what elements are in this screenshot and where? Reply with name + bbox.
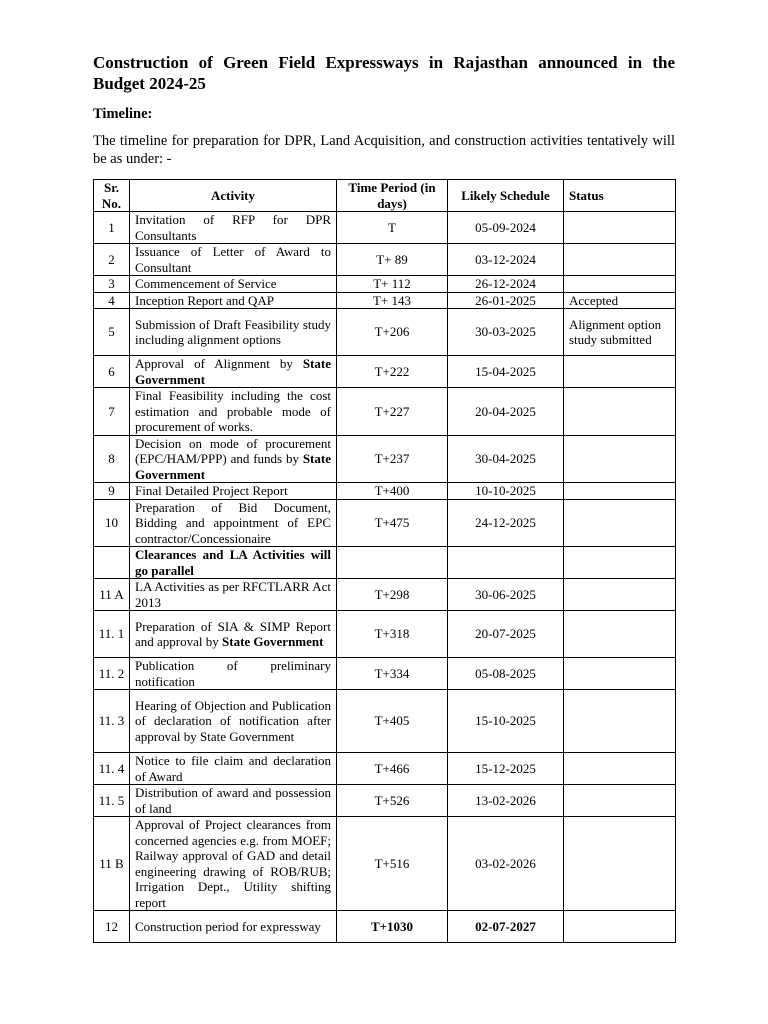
table-row — [94, 658, 676, 690]
activity-bold-text: State Government — [135, 451, 331, 482]
table-row — [94, 356, 676, 388]
cell-sr-no: 7 — [94, 388, 130, 436]
cell-sr-no: 2 — [94, 244, 130, 276]
cell-activity — [130, 309, 337, 356]
cell-status — [564, 911, 676, 943]
cell-likely-schedule: 26-12-2024 — [448, 276, 564, 293]
cell-sr-no: 4 — [94, 292, 130, 309]
table-row — [94, 499, 676, 547]
cell-status: Accepted — [564, 292, 676, 309]
cell-activity — [130, 817, 337, 911]
cell-sr-no: 11. 3 — [94, 690, 130, 753]
activity-text: Preparation of SIA & SIMP Report and approval by — [135, 618, 331, 649]
cell-sr-no: 10 — [94, 499, 130, 547]
cell-sr-no — [94, 547, 130, 579]
cell-status — [564, 817, 676, 911]
table-row — [94, 579, 676, 611]
cell-activity — [130, 579, 337, 611]
cell-status — [564, 499, 676, 547]
cell-status — [564, 690, 676, 753]
cell-time-period: T+516 — [337, 817, 448, 911]
activity-text: Construction period for expressway — [135, 918, 321, 934]
cell-likely-schedule: 10-10-2025 — [448, 483, 564, 500]
activity-text: Final Detailed Project Report — [135, 483, 288, 498]
table-row — [94, 911, 676, 943]
cell-activity — [130, 547, 337, 579]
cell-status — [564, 244, 676, 276]
activity-text: Approval of Alignment by — [135, 356, 293, 371]
activity-text: Submission of Draft Feasibility study including alignment options — [135, 316, 331, 347]
activity-text: Issuance of Letter of Award to Consultant — [135, 244, 331, 275]
cell-sr-no: 11 A — [94, 579, 130, 611]
cell-likely-schedule: 30-03-2025 — [448, 309, 564, 356]
header-status: Status — [564, 180, 676, 212]
cell-likely-schedule: 15-04-2025 — [448, 356, 564, 388]
cell-sr-no: 1 — [94, 212, 130, 244]
cell-sr-no: 11. 4 — [94, 753, 130, 785]
cell-likely-schedule: 02-07-2027 — [448, 911, 564, 943]
header-likely-schedule: Likely Schedule — [448, 180, 564, 212]
cell-activity — [130, 911, 337, 943]
table-row — [94, 753, 676, 785]
cell-activity — [130, 292, 337, 309]
activity-text: LA Activities as per RFCTLARR Act 2013 — [135, 579, 331, 610]
header-activity: Activity — [130, 180, 337, 212]
cell-likely-schedule — [448, 547, 564, 579]
cell-status — [564, 547, 676, 579]
table-header-row — [94, 180, 676, 212]
cell-status — [564, 658, 676, 690]
cell-activity — [130, 356, 337, 388]
cell-sr-no: 9 — [94, 483, 130, 500]
cell-activity — [130, 244, 337, 276]
activity-text: Commencement of Service — [135, 276, 277, 291]
cell-time-period: T+466 — [337, 753, 448, 785]
cell-sr-no: 11. 1 — [94, 611, 130, 658]
cell-time-period: T+206 — [337, 309, 448, 356]
activity-bold-text: Clearances and LA Activities will go parallel — [135, 547, 331, 578]
cell-likely-schedule: 13-02-2026 — [448, 785, 564, 817]
activity-text: Preparation of Bid Document, Bidding and appointment of EPC contractor/Concessionaire — [135, 499, 331, 546]
cell-activity — [130, 435, 337, 483]
cell-activity — [130, 658, 337, 690]
cell-time-period: T+227 — [337, 388, 448, 436]
cell-status — [564, 356, 676, 388]
table-row — [94, 212, 676, 244]
cell-time-period: T+475 — [337, 499, 448, 547]
table-row — [94, 276, 676, 293]
cell-time-period: T+1030 — [337, 911, 448, 943]
header-time-period: Time Period (in days) — [337, 180, 448, 212]
cell-likely-schedule: 15-12-2025 — [448, 753, 564, 785]
cell-sr-no: 6 — [94, 356, 130, 388]
cell-status — [564, 212, 676, 244]
cell-status — [564, 483, 676, 500]
cell-time-period: T+ 89 — [337, 244, 448, 276]
table-row — [94, 483, 676, 500]
table-row — [94, 309, 676, 356]
table-row — [94, 611, 676, 658]
timeline-table — [93, 179, 676, 943]
cell-status — [564, 785, 676, 817]
table-row — [94, 785, 676, 817]
activity-text: Final Feasibility including the cost estimation and probable mode of procurement of works. — [135, 388, 331, 434]
activity-bold-text: State Government — [135, 356, 331, 387]
activity-text: Invitation of RFP for DPR Consultants — [135, 212, 331, 243]
cell-likely-schedule: 24-12-2025 — [448, 499, 564, 547]
cell-time-period: T — [337, 212, 448, 244]
cell-time-period: T+237 — [337, 435, 448, 483]
cell-time-period: T+400 — [337, 483, 448, 500]
activity-text: Publication of preliminary notification — [135, 658, 331, 689]
table-row — [94, 292, 676, 309]
activity-bold-text: State Government — [222, 634, 324, 649]
cell-likely-schedule: 30-04-2025 — [448, 435, 564, 483]
cell-time-period: T+ 112 — [337, 276, 448, 293]
cell-status: Alignment option study submitted — [564, 309, 676, 356]
cell-likely-schedule: 15-10-2025 — [448, 690, 564, 753]
cell-activity — [130, 499, 337, 547]
cell-status — [564, 276, 676, 293]
cell-time-period — [337, 547, 448, 579]
cell-likely-schedule: 20-07-2025 — [448, 611, 564, 658]
cell-likely-schedule: 03-12-2024 — [448, 244, 564, 276]
activity-text: Approval of Project clearances from concerned agencies e.g. from MOEF; Railway approval of GAD and detail engineering drawing of ROB/RUB; Irrigation Dept., Utility shifting report — [135, 817, 331, 910]
cell-activity — [130, 690, 337, 753]
intro-paragraph: The timeline for preparation for DPR, Land Acquisition, and construction activities tentatively will be as under: - — [93, 133, 675, 167]
cell-status — [564, 388, 676, 436]
cell-sr-no: 5 — [94, 309, 130, 356]
activity-text: Hearing of Objection and Publication of declaration of notification after approval by State Government — [135, 697, 331, 744]
timeline-heading: Timeline: — [93, 106, 153, 122]
table-row — [94, 690, 676, 753]
activity-text: Decision on mode of procurement (EPC/HAM/PPP) and funds by — [135, 435, 331, 466]
cell-likely-schedule: 30-06-2025 — [448, 579, 564, 611]
activity-text: Inception Report and QAP — [135, 292, 275, 308]
cell-status — [564, 611, 676, 658]
cell-status — [564, 435, 676, 483]
table-row — [94, 388, 676, 436]
activity-text: Notice to file claim and declaration of Award — [135, 753, 331, 784]
cell-likely-schedule: 26-01-2025 — [448, 292, 564, 309]
cell-sr-no: 8 — [94, 435, 130, 483]
cell-time-period: T+222 — [337, 356, 448, 388]
cell-sr-no: 3 — [94, 276, 130, 293]
cell-time-period: T+334 — [337, 658, 448, 690]
cell-time-period: T+526 — [337, 785, 448, 817]
document-page — [93, 52, 675, 943]
cell-activity — [130, 483, 337, 500]
activity-text: Distribution of award and possession of land — [135, 785, 331, 816]
document-title: Construction of Green Field Expressways in Rajasthan announced in the Budget 2024-25 — [93, 53, 675, 93]
cell-likely-schedule: 03-02-2026 — [448, 817, 564, 911]
cell-activity — [130, 276, 337, 293]
table-row — [94, 547, 676, 579]
cell-sr-no: 11. 5 — [94, 785, 130, 817]
cell-activity — [130, 785, 337, 817]
cell-activity — [130, 753, 337, 785]
cell-time-period: T+318 — [337, 611, 448, 658]
cell-status — [564, 753, 676, 785]
cell-activity — [130, 388, 337, 436]
cell-activity — [130, 212, 337, 244]
cell-likely-schedule: 05-08-2025 — [448, 658, 564, 690]
header-sr-no: Sr. No. — [94, 180, 130, 212]
table-row — [94, 244, 676, 276]
cell-time-period: T+405 — [337, 690, 448, 753]
cell-status — [564, 579, 676, 611]
cell-sr-no: 11 B — [94, 817, 130, 911]
cell-sr-no: 12 — [94, 911, 130, 943]
cell-time-period: T+298 — [337, 579, 448, 611]
cell-likely-schedule: 20-04-2025 — [448, 388, 564, 436]
cell-time-period: T+ 143 — [337, 292, 448, 309]
cell-likely-schedule: 05-09-2024 — [448, 212, 564, 244]
table-row — [94, 817, 676, 911]
cell-sr-no: 11. 2 — [94, 658, 130, 690]
cell-activity — [130, 611, 337, 658]
table-row — [94, 435, 676, 483]
